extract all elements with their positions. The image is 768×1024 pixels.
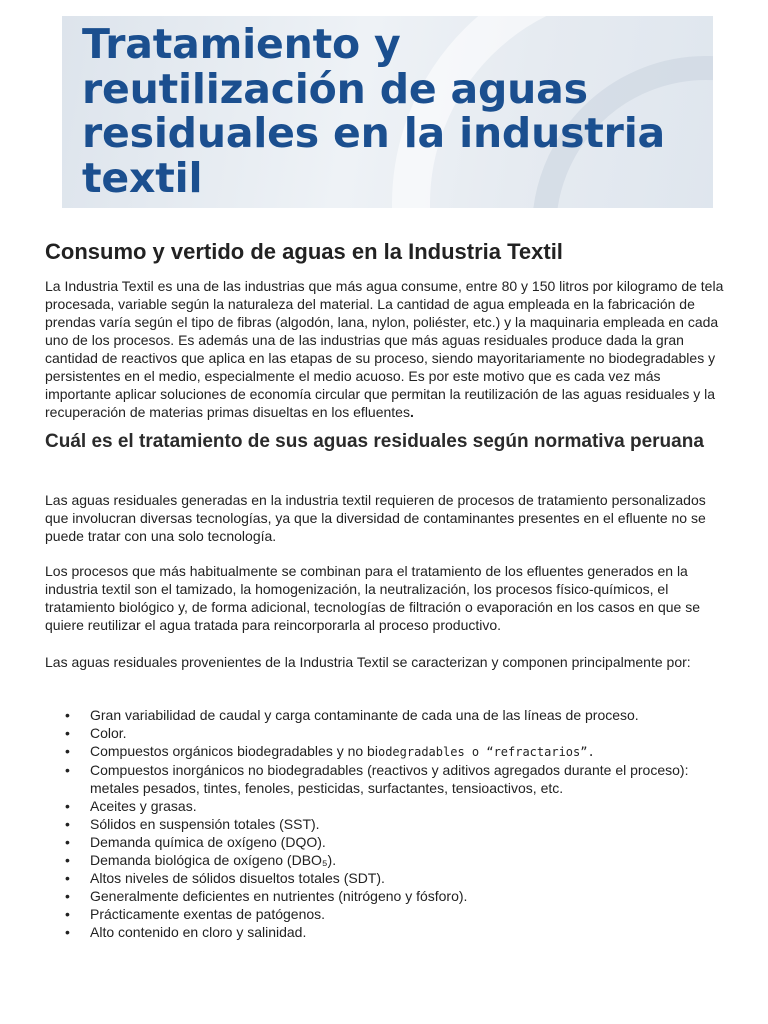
banner-title-line: Tratamiento y (82, 20, 401, 68)
list-item: • Generalmente deficientes en nutrientes (nitrógeno y fósforo). (45, 887, 725, 905)
paragraph-period: . (409, 404, 414, 420)
list-item: • Alto contenido en cloro y salinidad. (45, 923, 725, 941)
list-item: • Aceites y grasas. (45, 797, 725, 815)
banner-title-line: reutilización de aguas (82, 64, 588, 113)
list-item: • Color. (45, 724, 725, 742)
list-item-text-tail: odegradables o “refractarios”. (377, 745, 595, 759)
list-item: • Gran variabilidad de caudal y carga contaminante de cada una de las líneas de proceso. (45, 706, 725, 724)
banner-title-line: residuales en la industria (82, 109, 666, 157)
banner-title-line: textil (82, 153, 203, 202)
list-item: • Altos niveles de sólidos disueltos totales (SDT). (45, 869, 725, 887)
list-item: • Prácticamente exentas de patógenos. (45, 905, 725, 923)
paragraph-tratamiento-1: Las aguas residuales generadas en la industria textil requieren de procesos de tratamiento personalizados que involucran diversas tecnologías, ya que la diversidad de contaminantes presentes en el efluente no se puede tratar con una solo tecnología. (45, 492, 706, 544)
banner-title (82, 22, 713, 200)
list-item: • Compuestos inorgánicos no biodegradables (reactivos y aditivos agregados durante el proceso): metales pesados, tintes, fenoles, pesticidas, surfactantes, tensioactivos, etc. (45, 761, 725, 797)
paragraph-tratamiento-3: Las aguas residuales provenientes de la Industria Textil se caracterizan y componen principalmente por: (45, 654, 691, 670)
list-item: • Sólidos en suspensión totales (SST). (45, 815, 725, 833)
list-item: • Demanda química de oxígeno (DQO). (45, 833, 725, 851)
paragraph-tratamiento-2: Los procesos que más habitualmente se combinan para el tratamiento de los efluentes generados en la industria textil son el tamizado, la homogenización, la neutralización, los procesos físico-químicos, el tratamiento biológico y, de forma adicional, tecnologías de filtración o evaporación en los casos en que se quiere reutilizar el agua tratada para reincorporarla al proceso productivo. (45, 563, 701, 633)
characteristics-list (45, 706, 725, 941)
paragraph-text: La Industria Textil es una de las industrias que más agua consume, entre 80 y 150 litros por kilogramo de tela procesada, variable según la naturaleza del material. La cantidad de agua empleada en la fabricación de prendas varía según el tipo de fibras (algodón, lana, nylon, poliéster, etc.) y la maquinaria empleada en cada uno de los procesos. Es además una de las industrias que más aguas residuales produce dada la gran cantidad de reactivos que aplica en las etapas de su proceso, siendo mayoritariamente no biodegradables y persistentes en el medio, especialmente el medio acuoso. Es por este motivo que es cada vez más importante aplicar soluciones de economía circular que permitan la reutilización de las aguas residuales y la recuperación de materias primas disueltas en los efluentes (45, 278, 724, 420)
list-item (45, 742, 725, 761)
list-item: • Demanda biológica de oxígeno (DBO₅). (45, 851, 725, 869)
header-banner-image (62, 16, 713, 208)
paragraph-consumo (45, 277, 725, 421)
section-heading-tratamiento: Cuál es el tratamiento de sus aguas residuales según normativa peruana (45, 431, 704, 452)
section-heading-consumo: Consumo y vertido de aguas en la Industria Textil (45, 239, 563, 264)
list-item-text: Compuestos orgánicos biodegradables y no bi (90, 743, 378, 759)
